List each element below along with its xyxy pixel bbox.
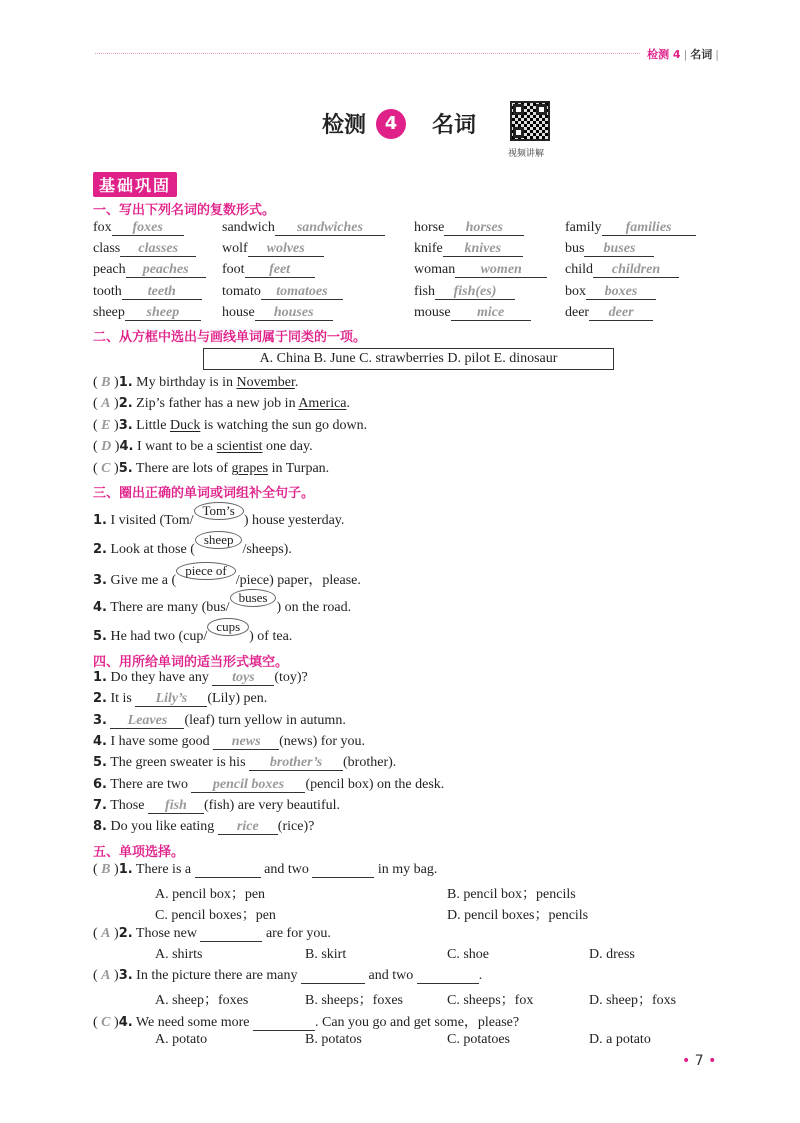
title-topic: 名词 — [432, 113, 477, 138]
word: horse — [414, 220, 445, 235]
fill-answer: brother’s — [249, 756, 343, 771]
sentence: /sheeps). — [242, 542, 292, 557]
sentence: and two — [260, 862, 313, 877]
sentence: Little — [132, 418, 170, 433]
plural-item — [565, 241, 654, 257]
word: tooth — [93, 284, 122, 299]
question-row: ( C )5. There are lots of grapes in Turpan. — [93, 461, 330, 476]
sentence: (Lily) pen. — [207, 691, 268, 706]
sentence: . — [478, 968, 483, 983]
plural-item — [93, 220, 184, 236]
question-number: 1. — [93, 670, 107, 685]
question-number: 3. — [118, 968, 133, 983]
underlined-word: scientist — [216, 439, 263, 454]
word: peach — [93, 262, 126, 277]
sentence: There are many (bus/ — [106, 600, 230, 615]
plural-item — [414, 305, 531, 321]
answer-letter: B — [101, 375, 111, 390]
question-row: ( D )4. I want to be a scientist one day. — [93, 439, 313, 454]
question-row — [93, 798, 340, 814]
plural-item — [222, 305, 333, 321]
question-number: 3. — [118, 418, 133, 433]
plural-answer: fish(es) — [435, 285, 515, 300]
answer-letter: E — [101, 418, 111, 433]
sentence: It is — [106, 691, 136, 706]
word: house — [222, 305, 255, 320]
word: family — [565, 220, 602, 235]
title-number-badge: 4 — [376, 109, 406, 139]
question-number: 2. — [93, 691, 107, 706]
choice-option: A. potato — [155, 1032, 208, 1047]
plural-item — [565, 284, 656, 300]
sentence: I have some good — [106, 734, 214, 749]
choice-option: C. sheeps；fox — [447, 993, 534, 1008]
question-row — [93, 532, 292, 558]
sentence: . — [294, 375, 299, 390]
empty-blank — [253, 1016, 315, 1031]
word: box — [565, 284, 586, 299]
title-prefix: 检测 — [322, 113, 367, 138]
sentence: He had two (cup/ — [106, 629, 208, 644]
plural-answer: houses — [255, 306, 333, 321]
question-number: 7. — [93, 798, 107, 813]
question-row: ( C )4. We need some more . Can you go and get some，please? — [93, 1015, 520, 1030]
plural-answer: wolves — [248, 242, 324, 257]
circled-answer: buses — [230, 589, 277, 607]
plural-answer: peaches — [126, 263, 206, 278]
choice-option: C. shoe — [447, 947, 489, 962]
question-row — [93, 713, 346, 729]
sentence: in my bag. — [374, 862, 438, 877]
sentence: are for you. — [262, 926, 331, 941]
choice-option: B. pencil box；pencils — [447, 887, 576, 902]
section-banner: 基础巩固 — [93, 172, 177, 197]
circled-answer: sheep — [195, 531, 243, 549]
word: woman — [414, 262, 456, 277]
part5-heading: 五、单项选择。 — [93, 845, 185, 860]
sentence: Do you like eating — [106, 819, 218, 834]
plural-answer: children — [593, 263, 679, 278]
plural-item — [222, 262, 315, 278]
qr-label: 视频讲解 — [508, 149, 545, 159]
word: sheep — [93, 305, 125, 320]
sentence: Zip’s father has a new job in — [132, 396, 299, 411]
empty-blank — [312, 863, 374, 878]
plural-item — [414, 220, 524, 236]
plural-item — [565, 220, 696, 236]
sentence: ) of tea. — [249, 629, 293, 644]
choice-option: C. potatoes — [447, 1032, 510, 1047]
question-number: 2. — [118, 926, 133, 941]
plural-answer: buses — [584, 242, 654, 257]
sentence: (brother). — [343, 755, 397, 770]
sentence: (rice)? — [277, 819, 315, 834]
choice-option: D. pencil boxes；pencils — [447, 908, 589, 923]
sentence: is watching the sun go down. — [200, 418, 368, 433]
sentence: Do they have any — [106, 670, 213, 685]
sentence: Look at those ( — [106, 542, 195, 557]
empty-blank — [301, 969, 365, 984]
choice-option: A. pencil box；pen — [155, 887, 266, 902]
header-topic: 名词 — [690, 48, 713, 61]
question-row — [93, 619, 293, 645]
page-title — [322, 108, 476, 139]
sentence: There are two — [106, 777, 192, 792]
question-row — [93, 691, 267, 707]
sentence: In the picture there are many — [132, 968, 301, 983]
sentence: (leaf) turn yellow in autumn. — [184, 713, 346, 728]
choice-option: A. sheep；foxes — [155, 993, 249, 1008]
part1-heading: 一、写出下列名词的复数形式。 — [93, 203, 276, 218]
fill-answer: rice — [218, 820, 278, 835]
sentence: in Turpan. — [268, 461, 330, 476]
question-number: 3. — [93, 573, 107, 588]
page-number: • 7 • — [682, 1053, 717, 1069]
choice-option: B. sheeps；foxes — [305, 993, 403, 1008]
sentence: . Can you go and get some，please? — [314, 1015, 520, 1030]
option-box: A. China B. June C. strawberries D. pilot E. dinosaur — [203, 348, 614, 370]
running-header: 检测 4 | 名词 | — [641, 46, 722, 62]
plural-item — [93, 305, 201, 321]
question-number: 6. — [93, 777, 107, 792]
plural-answer: teeth — [122, 285, 202, 300]
sentence: I want to be a — [133, 439, 217, 454]
sentence: (fish) are very beautiful. — [203, 798, 341, 813]
sentence: The green sweater is his — [106, 755, 250, 770]
plural-answer: mice — [451, 306, 531, 321]
part2-heading: 二、从方框中选出与画线单词属于同类的一项。 — [93, 330, 367, 345]
question-number: 2. — [118, 396, 133, 411]
question-number: 4. — [93, 600, 107, 615]
plural-item — [222, 220, 385, 236]
question-row: ( B )1. My birthday is in November. — [93, 375, 299, 390]
underlined-word: November — [236, 375, 295, 390]
choice-option: D. dress — [589, 947, 635, 962]
sentence: My birthday is in — [132, 375, 237, 390]
plural-item — [222, 284, 343, 300]
question-number: 1. — [118, 862, 133, 877]
fill-answer: fish — [148, 799, 204, 814]
question-number: 5. — [118, 461, 133, 476]
question-row — [93, 777, 444, 793]
plural-item — [93, 262, 206, 278]
plural-answer: tomatoes — [261, 285, 343, 300]
plural-answer: families — [602, 221, 696, 236]
question-row: ( A )2. Zip’s father has a new job in America. — [93, 396, 351, 411]
sentence: and two — [364, 968, 417, 983]
plural-item — [414, 284, 515, 300]
plural-item — [414, 241, 523, 257]
question-row — [93, 590, 352, 616]
word: wolf — [222, 241, 248, 256]
question-number: 4. — [119, 439, 134, 454]
question-number: 4. — [118, 1015, 133, 1030]
underlined-word: America — [298, 396, 347, 411]
word: bus — [565, 241, 585, 256]
question-row — [93, 503, 345, 529]
part3-heading: 三、圈出正确的单词或词组补全句子。 — [93, 486, 315, 501]
circled-answer: Tom’s — [194, 502, 244, 520]
word: fish — [414, 284, 435, 299]
word: fox — [93, 220, 112, 235]
question-row — [93, 670, 308, 686]
plural-item — [93, 241, 196, 257]
question-number: 3. — [93, 713, 107, 728]
sentence: (pencil box) on the desk. — [305, 777, 445, 792]
plural-answer: classes — [120, 242, 196, 257]
empty-blank — [195, 863, 261, 878]
question-row: ( A )2. Those new are for you. — [93, 926, 331, 941]
sentence: Give me a ( — [106, 573, 177, 588]
answer-letter: C — [101, 461, 111, 476]
word: foot — [222, 262, 245, 277]
sentence: one day. — [262, 439, 313, 454]
sentence: There are lots of — [132, 461, 232, 476]
fill-answer: toys — [212, 671, 274, 686]
choice-option: B. skirt — [305, 947, 347, 962]
question-number: 2. — [93, 542, 107, 557]
word: mouse — [414, 305, 451, 320]
answer-letter: A — [101, 968, 111, 983]
choice-option: C. pencil boxes；pen — [155, 908, 276, 923]
empty-blank — [200, 927, 262, 942]
plural-answer: deer — [589, 306, 653, 321]
word: sandwich — [222, 220, 275, 235]
plural-item — [565, 305, 653, 321]
plural-answer: sheep — [125, 306, 201, 321]
plural-answer: horses — [444, 221, 524, 236]
word: child — [565, 262, 593, 277]
sentence: (news) for you. — [279, 734, 366, 749]
question-row — [93, 819, 314, 835]
question-number: 5. — [93, 629, 107, 644]
choice-option: D. a potato — [589, 1032, 651, 1047]
part4-heading: 四、用所给单词的适当形式填空。 — [93, 655, 289, 670]
empty-blank — [417, 969, 479, 984]
answer-letter: D — [101, 439, 112, 454]
question-number: 4. — [93, 734, 107, 749]
sentence: Those — [106, 798, 148, 813]
sentence: ) on the road. — [276, 600, 352, 615]
plural-answer: women — [455, 263, 547, 278]
header-rule — [95, 53, 722, 54]
answer-letter: A — [101, 926, 111, 941]
word: knife — [414, 241, 443, 256]
plural-answer: sandwiches — [275, 221, 385, 236]
fill-answer: Lily’s — [135, 692, 207, 707]
question-number: 1. — [118, 375, 133, 390]
choice-option: A. shirts — [155, 947, 203, 962]
question-number: 1. — [93, 513, 107, 528]
plural-answer: boxes — [586, 285, 656, 300]
question-row — [93, 755, 396, 771]
sentence: I visited (Tom/ — [106, 513, 194, 528]
plural-item — [414, 262, 547, 278]
fill-answer: Leaves — [110, 714, 184, 729]
choice-option: B. potatos — [305, 1032, 362, 1047]
plural-item — [222, 241, 324, 257]
question-row: ( B )1. There is a and two in my bag. — [93, 862, 438, 877]
answer-letter: C — [101, 1015, 111, 1030]
header-section: 检测 4 — [647, 48, 681, 61]
word: deer — [565, 305, 590, 320]
question-row — [93, 563, 361, 589]
plural-answer: knives — [443, 242, 523, 257]
question-number: 8. — [93, 819, 107, 834]
plural-answer: foxes — [112, 221, 184, 236]
word: class — [93, 241, 121, 256]
sentence: /piece) paper，please. — [235, 573, 361, 588]
question-number: 5. — [93, 755, 107, 770]
plural-item — [565, 262, 679, 278]
sentence: ) house yesterday. — [243, 513, 345, 528]
sentence: We need some more — [132, 1015, 253, 1030]
sentence: . — [346, 396, 351, 411]
fill-answer: news — [213, 735, 279, 750]
choice-option: D. sheep；foxs — [589, 993, 677, 1008]
question-row: ( A )3. In the picture there are many and two . — [93, 968, 483, 983]
sentence: There is a — [132, 862, 195, 877]
question-row: ( E )3. Little Duck is watching the sun go down. — [93, 418, 368, 433]
underlined-word: grapes — [231, 461, 269, 476]
qr-code-icon[interactable] — [510, 101, 550, 141]
plural-answer: feet — [245, 263, 315, 278]
fill-answer: pencil boxes — [191, 778, 305, 793]
circled-answer: piece of — [176, 562, 236, 580]
question-row — [93, 734, 365, 750]
answer-letter: A — [101, 396, 111, 411]
word: tomato — [222, 284, 261, 299]
sentence: (toy)? — [274, 670, 308, 685]
answer-letter: B — [101, 862, 111, 877]
underlined-word: Duck — [170, 418, 201, 433]
plural-item — [93, 284, 202, 300]
sentence: Those new — [132, 926, 201, 941]
circled-answer: cups — [207, 618, 249, 636]
